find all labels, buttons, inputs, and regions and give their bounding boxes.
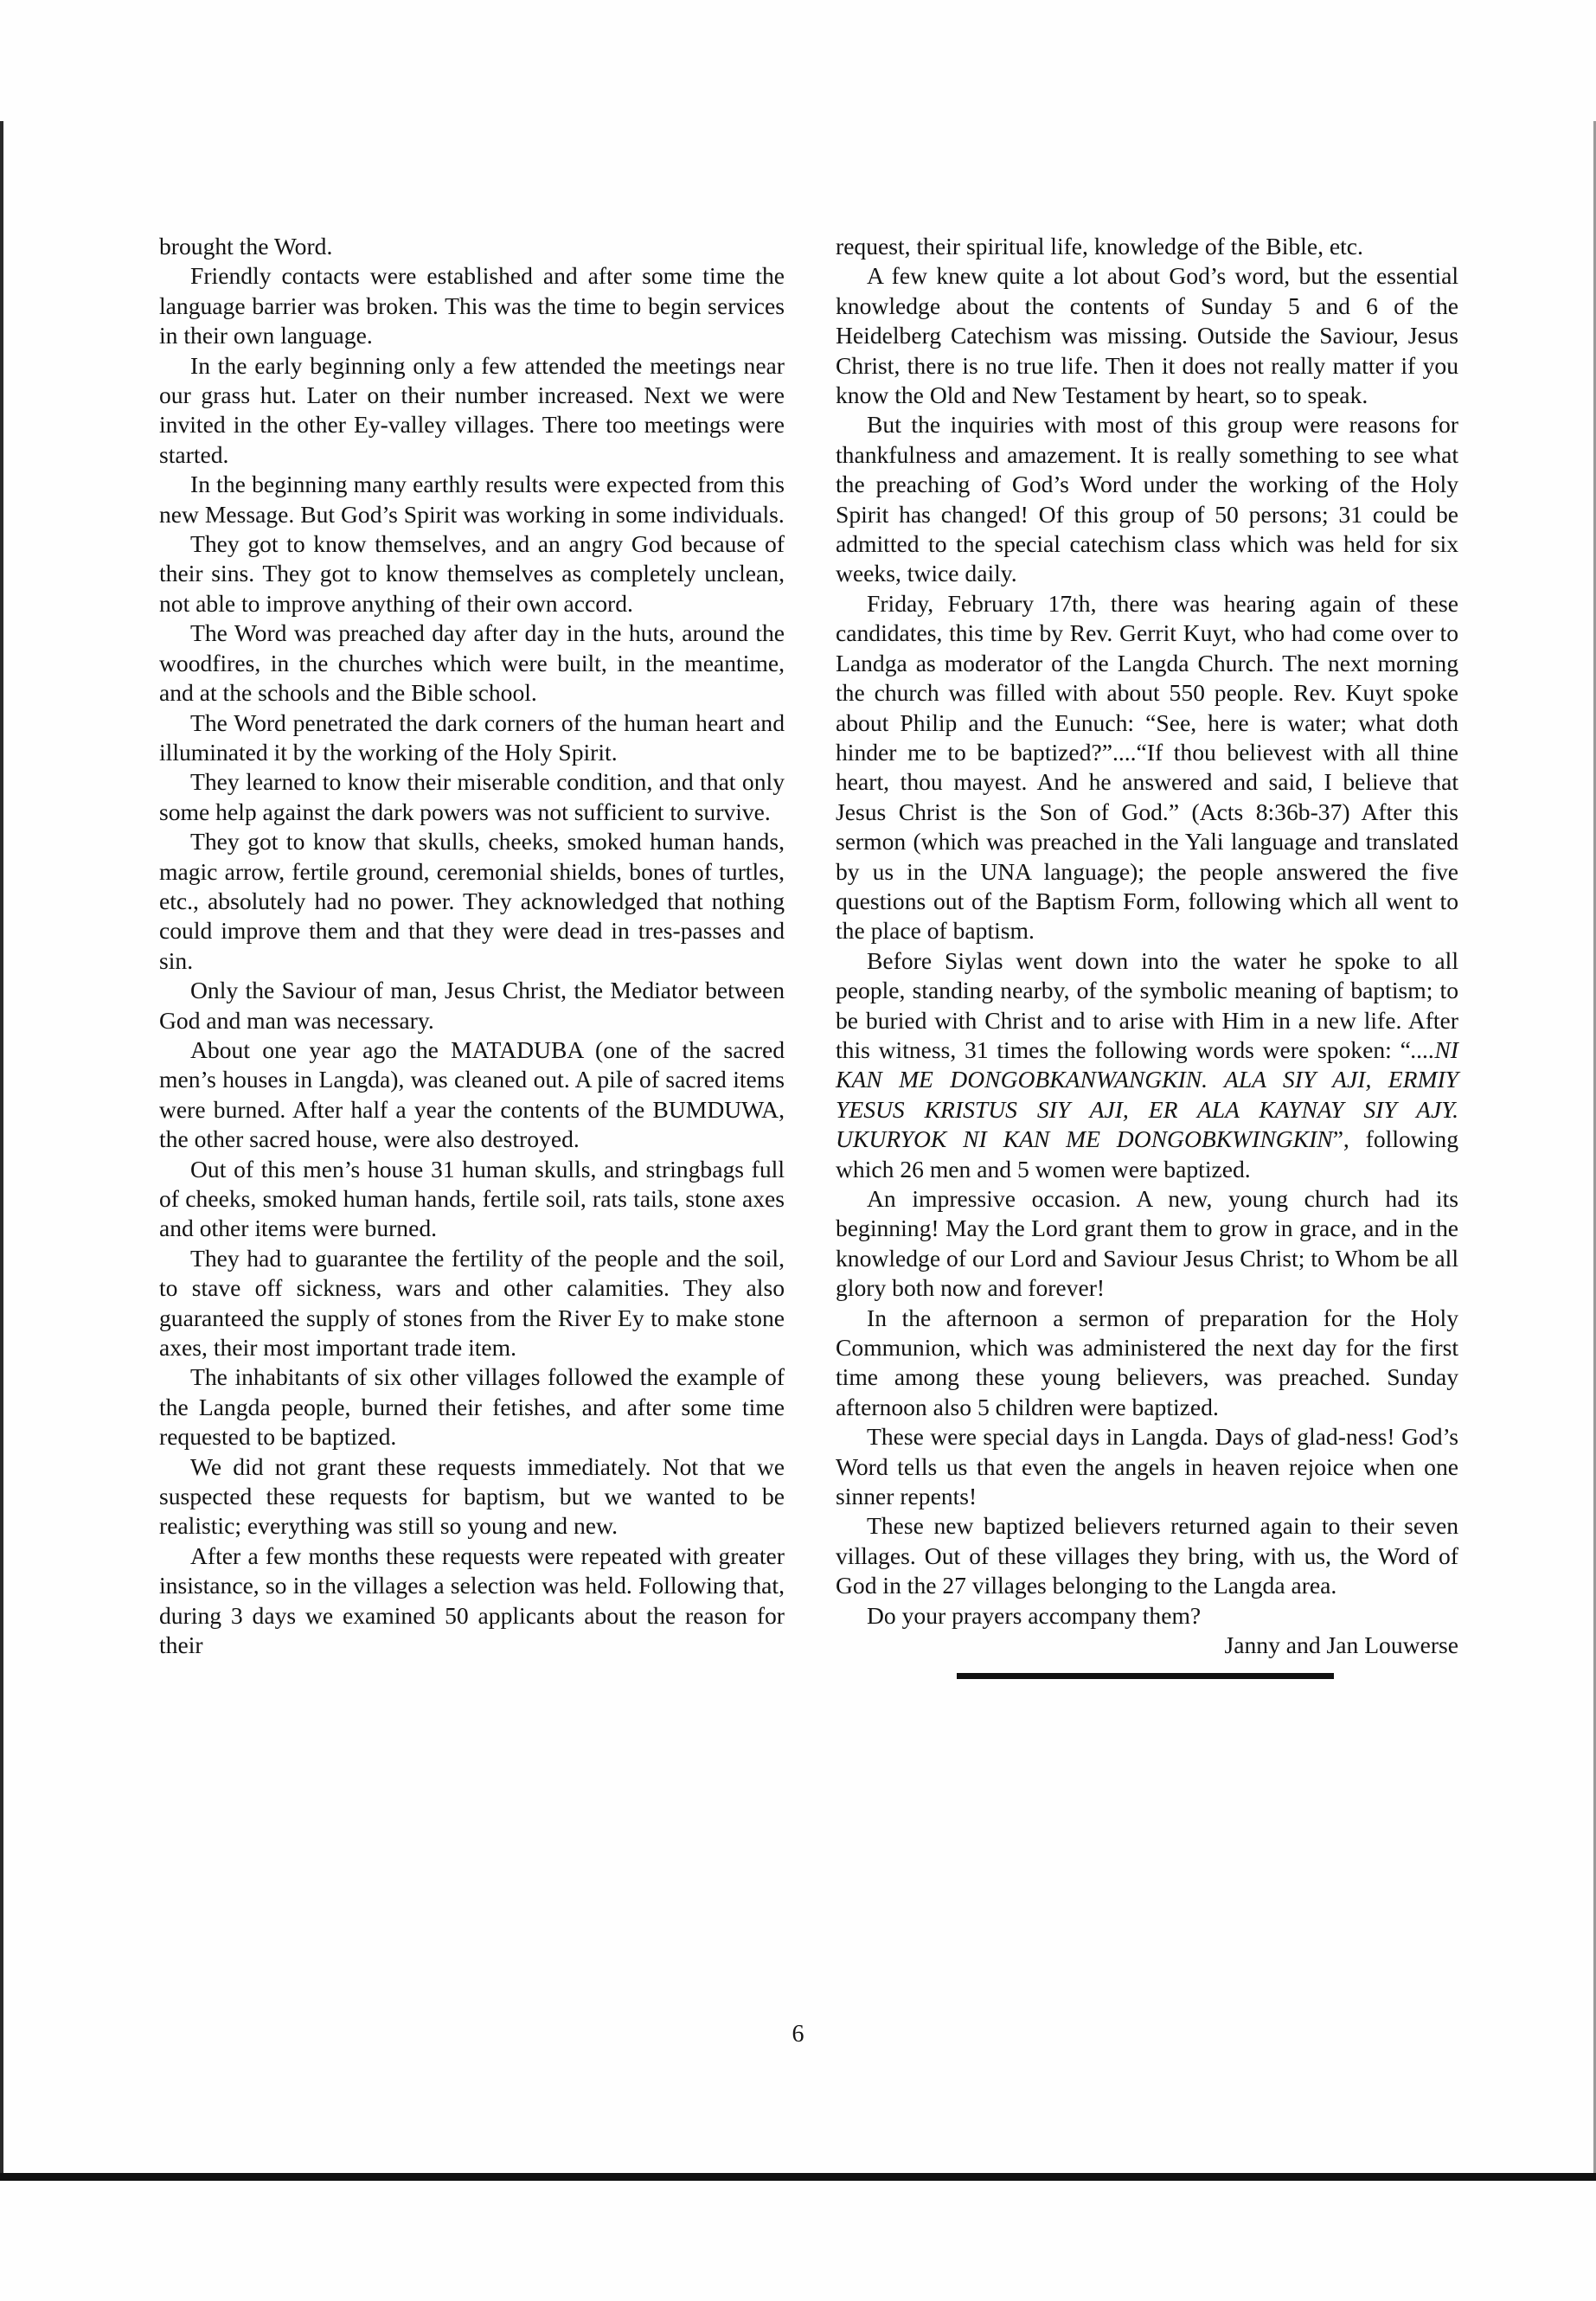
paragraph: After a few months these requests were repeated with greater insistance, so in the villages a selection was held. Following that, during 3 days we examined 50 applicants about the reason for their — [159, 1541, 785, 1659]
paragraph: request, their spiritual life, knowledge of the Bible, etc. — [836, 233, 1363, 260]
scan-left-edge — [0, 121, 3, 2180]
paragraph: They had to guarantee the fertility of the people and the soil, to stave off sickness, wars and other calamities. They also guaranteed the supply of stones from the River Ey to make stone axes, their most important trade item. — [159, 1244, 785, 1362]
paragraph: In the beginning many earthly results were expected from this new Message. But God’s Spirit was working in some individuals. — [159, 471, 785, 528]
paragraph: They got to know that skulls, cheeks, smoked human hands, magic arrow, fertile ground, ceremonial shields, bones of turtles, etc., absolutely had no power. They acknowledged that nothing could improve them and that they were dead in tres-passes and sin. — [159, 828, 785, 974]
left-column — [159, 232, 785, 1661]
baptism-paragraph — [836, 946, 1458, 1184]
paragraph: The Word penetrated the dark corners of the human heart and illuminated it by the working of the Holy Spirit. — [159, 708, 785, 766]
paragraph: They learned to know their miserable condition, and that only some help against the dark powers was not sufficient to survive. — [159, 768, 785, 825]
paragraph: In the afternoon a sermon of preparation for the Holy Communion, which was administered the next day for the first time among these young believers, was preached. Sunday afternoon also 5 children were baptized. — [836, 1304, 1458, 1420]
paragraph: A few knew quite a lot about God’s word, but the essential knowledge about the contents of Sunday 5 and 6 of the Heidelberg Catechism was missing. Outside the Saviour, Jesus Christ, there is no true life. Then it does not really matter if you know the Old and New Testament by heart, so to speak. — [836, 262, 1458, 409]
paragraph: Friday, February 17th, there was hearing again of these candidates, this time by Rev. Gerrit Kuyt, who had come over to Landga as moderator of the Langda Church. The next morning the church was filled with about 550 people. Rev. Kuyt spoke about Philip and the Eunuch: “See, here is water; what doth hinder me to be baptized?”....“If thou believest with all thine heart, thou mayest. And he answered and said, I believe that Jesus Christ is the Son of God.” (Acts 8:36b-37) After this sermon (which was preached in the Yali language and translated by us in the UNA language); the people answered the five questions out of the Baptism Form, following which all went to the place of baptism. — [836, 589, 1458, 945]
paragraph: These new baptized believers returned again to their seven villages. Out of these villages they bring, with us, the Word of God in the 27 villages belonging to the Langda area. — [836, 1512, 1458, 1599]
paragraph: We did not grant these requests immediately. Not that we suspected these requests for baptism, but we wanted to be realistic; everything was still so young and new. — [159, 1452, 785, 1540]
paragraph: Only the Saviour of man, Jesus Christ, the Mediator between God and man was necessary. — [159, 977, 785, 1034]
paragraph: About one year ago the MATADUBA (one of the sacred men’s houses in Langda), was cleaned out. A pile of sacred items were burned. After half a year the contents of the BUMDUWA, the other sacred house, were also destroyed. — [159, 1035, 785, 1153]
paragraph: brought the Word. — [159, 233, 333, 260]
paragraph: But the inquiries with most of this group were reasons for thankfulness and amazement. It is really something to see what the preaching of God’s Word under the working of the Holy Spirit has changed! Of this group of 50 persons; 31 could be admitted to the special catechism class which was held for six weeks, twice daily. — [836, 411, 1458, 587]
baptism-quote: ....NI KAN ME DONGOBKANWANGKIN. ALA SIY AJI, ERMIY YESUS KRISTUS SIY AJI, ER ALA KAYNAY SIY AJY. UKURYOK NI KAN ME DONGOBKWINGKIN — [836, 1035, 1458, 1153]
paragraph: Out of this men’s house 31 human skulls, and stringbags full of cheeks, smoked human hands, fertile soil, rats tails, stone axes and other items were burned. — [159, 1155, 785, 1242]
paragraph: The Word was preached day after day in the huts, around the woodfires, in the churches which were built, in the meantime, and at the schools and the Bible school. — [159, 619, 785, 707]
paragraph: Friendly contacts were established and after some time the language barrier was broken. This was the time to begin services in their own language. — [159, 262, 785, 349]
paragraph: Do your prayers accompany them? — [867, 1601, 1202, 1629]
paragraph: The inhabitants of six other villages followed the example of the Langda people, burned their fetishes, and after some time requested to be baptized. — [159, 1363, 785, 1451]
paragraph: These were special days in Langda. Days of glad-ness! God’s Word tells us that even the angels in heaven rejoice when one sinner repents! — [836, 1423, 1458, 1510]
baptism-text: Before Siylas went down into the water he spoke to all people, standing nearby, of the symbolic meaning of baptism; to be buried with Christ and to arise with Him in a new life. After this witness, 31 times the following words were spoken: “ — [836, 946, 1458, 1063]
paragraph: An impressive occasion. A new, young church had its beginning! May the Lord grant them to grow in grace, and in the knowledge of our Lord and Saviour Jesus Christ; to Whom be all glory both now and forever! — [836, 1185, 1458, 1302]
page-number: 6 — [792, 2021, 804, 2048]
signature: Janny and Jan Louwerse — [1224, 1631, 1458, 1659]
baptism-text-end: ”, following which 26 men and 5 women were baptized. — [836, 1125, 1458, 1183]
paragraph: They got to know themselves, and an angry God because of their sins. They got to know themselves as completely unclean, not able to improve anything of their own accord. — [159, 530, 785, 617]
scan-bottom-rule — [0, 2173, 1596, 2181]
end-rule — [957, 1673, 1334, 1679]
paragraph: In the early beginning only a few attended the meetings near our grass hut. Later on their number increased. Next we were invited in the other Ey-valley villages. There too meetings were started. — [159, 351, 785, 468]
right-column — [836, 232, 1458, 1679]
